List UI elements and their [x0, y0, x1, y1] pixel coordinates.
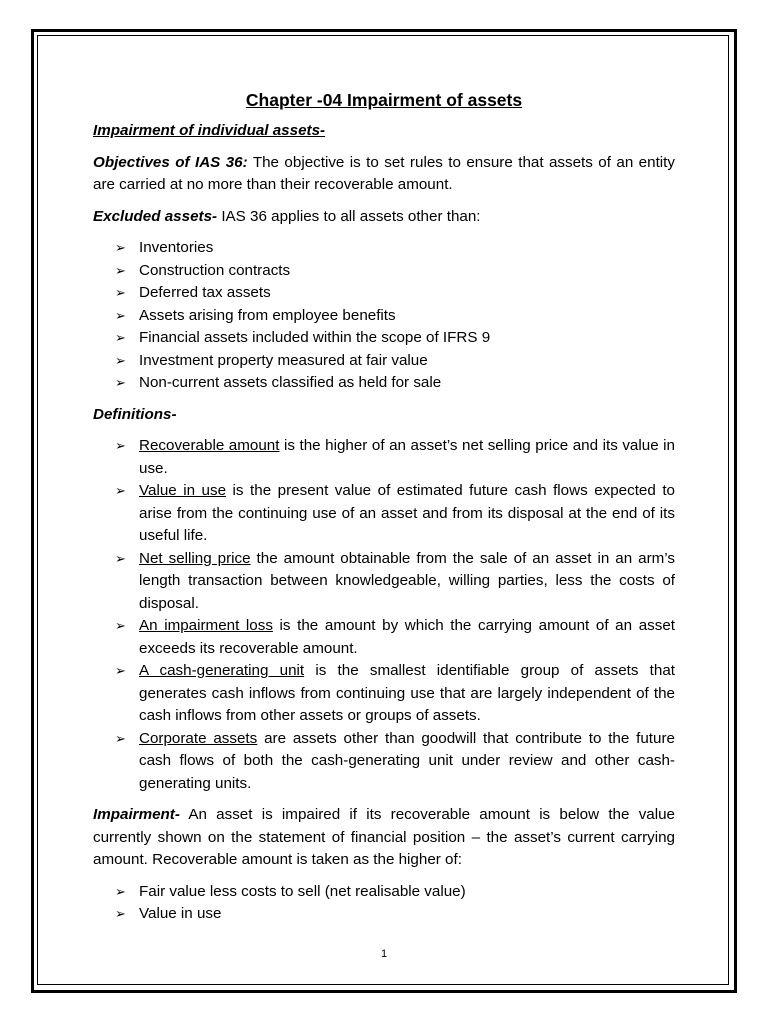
arrow-bullet-icon: ➢ — [115, 883, 126, 899]
excluded-paragraph — [93, 206, 675, 229]
list-item — [93, 350, 675, 373]
definition-text: are assets other than goodwill that contribute to the future cash flows of both the cash-generating unit under review and other cash-generating units. — [139, 729, 675, 792]
definition-item — [93, 435, 675, 480]
definition-item — [93, 615, 675, 660]
list-item-text: Financial assets included within the scope of IFRS 9 — [139, 329, 491, 346]
list-item-text: Value in use — [139, 905, 222, 922]
arrow-bullet-icon: ➢ — [115, 730, 126, 746]
definition-term: Corporate assets — [139, 729, 258, 747]
excluded-label: Excluded assets- — [93, 207, 218, 225]
arrow-bullet-icon: ➢ — [115, 906, 126, 921]
impairment-text: An asset is impaired if its recoverable amount is below the value currently shown on the statement of financial position – the asset’s current carrying amount. Recoverable amount is taken as the higher of: — [93, 806, 675, 868]
arrow-bullet-icon: ➢ — [115, 375, 126, 390]
definition-item — [93, 660, 675, 728]
definitions-heading — [93, 404, 675, 427]
arrow-bullet-icon: ➢ — [115, 550, 126, 566]
list-item — [93, 282, 675, 305]
impairment-label: Impairment- — [93, 806, 180, 823]
objectives-label: Objectives of IAS 36: — [93, 153, 248, 171]
arrow-bullet-icon: ➢ — [115, 330, 126, 345]
page-number: 1 — [380, 948, 388, 960]
arrow-bullet-icon: ➢ — [115, 240, 126, 255]
excluded-text: IAS 36 applies to all assets other than: — [217, 207, 481, 225]
definition-item — [93, 480, 675, 548]
definition-item — [93, 548, 675, 616]
impairment-paragraph — [93, 804, 675, 872]
arrow-bullet-icon: ➢ — [115, 483, 126, 498]
list-item — [93, 305, 675, 328]
definition-text: the amount obtainable from the sale of an asset in an arm’s length transaction between knowledgeable, willing parties, less the costs of disposal. — [139, 549, 675, 612]
definition-term: Recoverable amount — [139, 437, 280, 454]
definitions-label: Definitions- — [93, 405, 177, 423]
definitions-list — [93, 435, 675, 795]
list-item — [93, 881, 675, 904]
definition-text: is the higher of an asset’s net selling price and its value in use. — [139, 437, 675, 477]
list-item-text: Investment property measured at fair value — [139, 351, 428, 369]
list-item-text: Non-current assets classified as held for sale — [139, 374, 442, 391]
definition-term: Value in use — [139, 482, 227, 499]
arrow-bullet-icon: ➢ — [115, 618, 126, 633]
list-item-text: Inventories — [139, 239, 214, 256]
list-item — [93, 237, 675, 260]
list-item-text: Construction contracts — [139, 261, 291, 279]
list-item — [93, 372, 675, 395]
list-item — [93, 260, 675, 283]
arrow-bullet-icon: ➢ — [115, 663, 126, 678]
objectives-text: The objective is to set rules to ensure that assets of an entity are carried at no more than their recoverable amount. — [93, 153, 675, 193]
list-item-text: Assets arising from employee benefits — [139, 306, 396, 324]
impairment-list — [93, 881, 675, 926]
page-content — [93, 88, 675, 935]
excluded-list — [93, 237, 675, 395]
definition-text: is the present value of estimated future cash flows expected to arise from the continuing use of an asset and from its disposal at the end of its useful life. — [139, 482, 676, 544]
arrow-bullet-icon: ➢ — [115, 262, 126, 278]
section-heading — [93, 120, 675, 143]
definition-item — [93, 728, 675, 796]
list-item — [93, 903, 675, 926]
definition-text: is the smallest identifiable group of assets that generates cash inflows from continuing use that are largely independent of the cash inflows from other assets or groups of assets. — [139, 662, 676, 724]
section-heading-text: Impairment of individual assets- — [93, 122, 326, 139]
definition-term: A cash-generating unit — [139, 662, 305, 679]
list-item-text: Deferred tax assets — [139, 284, 271, 301]
definition-term: Net selling price — [139, 549, 251, 567]
arrow-bullet-icon: ➢ — [115, 285, 126, 300]
arrow-bullet-icon: ➢ — [115, 438, 126, 453]
arrow-bullet-icon: ➢ — [115, 352, 126, 368]
objectives-paragraph — [93, 152, 675, 197]
definition-text: is the amount by which the carrying amount of an asset exceeds its recoverable amount. — [139, 617, 675, 657]
chapter-title: Chapter -04 Impairment of assets — [245, 90, 523, 110]
definition-term: An impairment loss — [139, 617, 273, 634]
list-item — [93, 327, 675, 350]
list-item-text: Fair value less costs to sell (net realisable value) — [139, 882, 466, 900]
arrow-bullet-icon: ➢ — [115, 307, 126, 323]
